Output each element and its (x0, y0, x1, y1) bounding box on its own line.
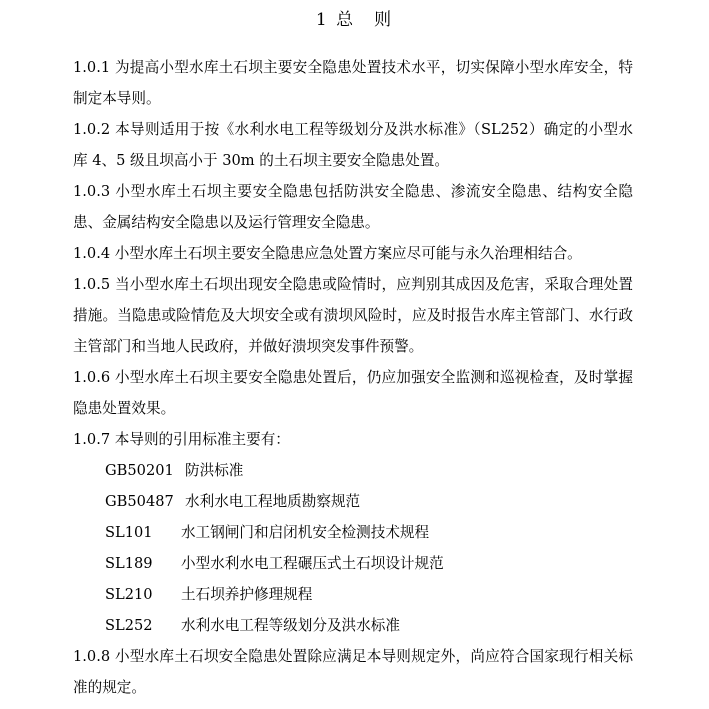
clause-1-0-5: 1.0.5 当小型水库土石坝出现安全隐患或险情时，应判别其成因及危害，采取合理处置措施。当隐患或险情危及大坝安全或有溃坝风险时，应及时报告水库主管部门、水行政主管部门和当地人民政府，并做好溃坝突发事件预警。 (73, 276, 633, 355)
reference-item (105, 486, 633, 517)
reference-item (105, 548, 633, 579)
clause-1-0-3: 1.0.3 小型水库土石坝主要安全隐患包括防洪安全隐患、渗流安全隐患、结构安全隐患、金属结构安全隐患以及运行管理安全隐患。 (73, 183, 633, 231)
reference-name: 水利水电工程地质勘察规范 (185, 493, 361, 510)
clause-1-0-4: 1.0.4 小型水库土石坝主要安全隐患应急处置方案应尽可能与永久治理相结合。 (73, 245, 582, 262)
reference-code: SL189 (105, 555, 153, 572)
reference-name: 土石坝养护修理规程 (181, 586, 313, 603)
reference-name: 小型水利水电工程碾压式土石坝设计规范 (181, 555, 444, 572)
reference-code: SL210 (105, 586, 153, 603)
reference-name: 水利水电工程等级划分及洪水标准 (181, 617, 400, 634)
clause-1-0-1: 1.0.1 为提高小型水库土石坝主要安全隐患处置技术水平，切实保障小型水库安全，特制定本导则。 (73, 59, 633, 107)
clause-1-0-7: 1.0.7 本导则的引用标准主要有： (73, 431, 290, 448)
clause-1-0-8: 1.0.8 小型水库土石坝安全隐患处置除应满足本导则规定外，尚应符合国家现行相关标准的规定。 (73, 648, 633, 696)
document-body (73, 52, 633, 703)
reference-code: GB50487 (105, 493, 174, 510)
reference-code: SL101 (105, 524, 153, 541)
clause-1-0-2: 1.0.2 本导则适用于按《水利水电工程等级划分及洪水标准》（SL252）确定的小型水库 4、5 级且坝高小于 30m 的土石坝主要安全隐患处置。 (73, 121, 633, 169)
reference-item (105, 579, 633, 610)
reference-name: 防洪标准 (185, 462, 244, 479)
reference-code: GB50201 (105, 462, 174, 479)
reference-name: 水工钢闸门和启闭机安全检测技术规程 (181, 524, 430, 541)
reference-item (105, 610, 633, 641)
reference-code: SL252 (105, 617, 153, 634)
clause-1-0-6: 1.0.6 小型水库土石坝主要安全隐患处置后，仍应加强安全监测和巡视检查，及时掌握隐患处置效果。 (73, 369, 633, 417)
section-title: 1 总 则 (315, 10, 394, 30)
reference-item (105, 455, 633, 486)
reference-list (73, 455, 633, 641)
reference-item (105, 517, 633, 548)
